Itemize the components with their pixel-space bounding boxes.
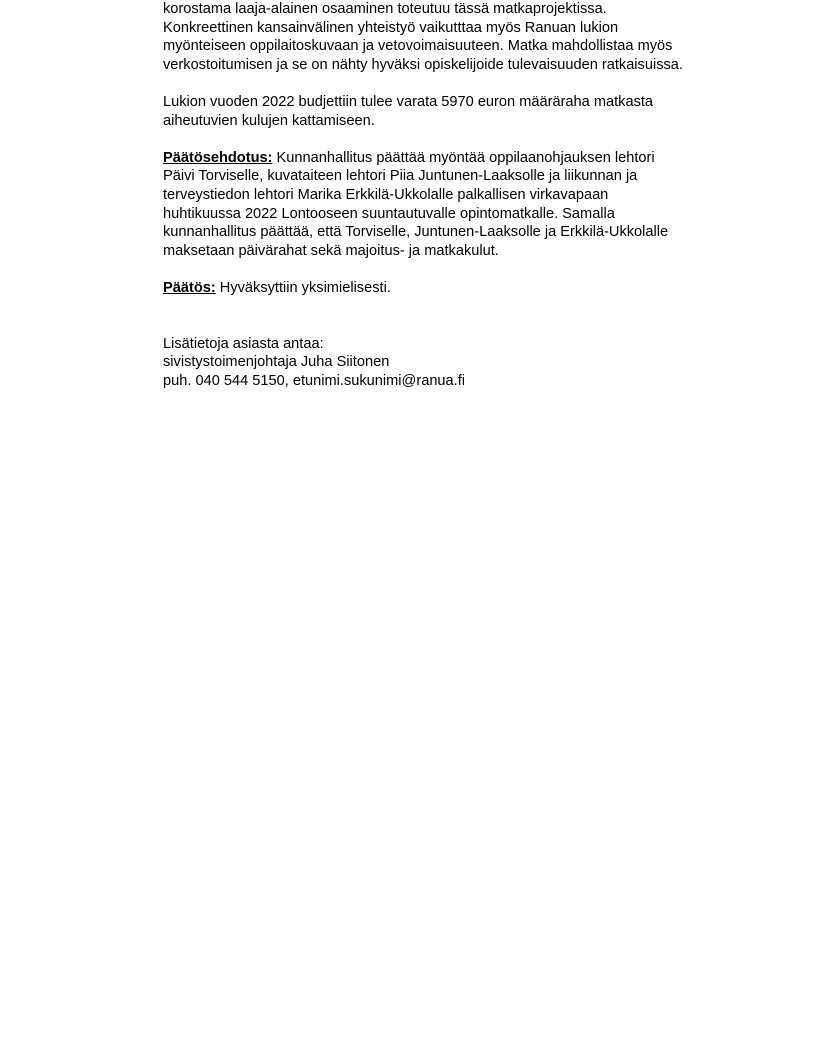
paragraph-line: terveystiedon lehtori Marika Erkkilä-Ukkolalle palkallisen virkavapaan (163, 186, 609, 203)
paragraph-line: verkostoitumisen ja se on nähty hyväksi opiskelijoide tulevaisuuden ratkaisuissa. (163, 56, 683, 73)
proposal-first-line (163, 149, 743, 168)
paragraph-line: myönteiseen oppilaitoskuvaan ja vetovoimaisuuteen. Matka mahdollistaa myös (163, 38, 673, 55)
justification-paragraph (163, 0, 743, 74)
contact-heading: Lisätietoja asiasta antaa: (163, 335, 324, 352)
paragraph-line: kunnanhallitus päättää, että Torviselle, Juntunen-Laaksolle ja Erkkilä-Ukkolalle (163, 224, 669, 241)
contact-person: sivistystoimenjohtaja Juha Siitonen (163, 354, 390, 371)
contact-details: puh. 040 544 5150, etunimi.sukunimi@ranua.fi (163, 372, 466, 389)
paragraph-line: Konkreettinen kansainvälinen yhteistyö vaikutttaa myös Ranuan lukion (163, 19, 619, 36)
proposal-first-line-text: Kunnanhallitus päättää myöntää oppilaanohjauksen lehtori (272, 149, 655, 166)
paragraph-line: maksetaan päivärahat sekä majoitus- ja matkakulut. (163, 242, 499, 259)
budget-paragraph (163, 93, 743, 130)
decision-line (163, 279, 743, 298)
proposal-paragraph (163, 149, 743, 261)
proposal-label: Päätösehdotus: (163, 149, 273, 166)
paragraph-line: huhtikuussa 2022 Lontooseen suuntautuvalle opintomatkalle. Samalla (163, 205, 615, 222)
decision-text: Hyväksyttiin yksimielisesti. (215, 279, 391, 296)
paragraph-line: Lukion vuoden 2022 budjettiin tulee varata 5970 euron määräraha matkasta (163, 93, 654, 110)
paragraph-line: aiheutuvien kulujen kattamiseen. (163, 112, 375, 129)
decision-label: Päätös: (163, 279, 216, 296)
contact-block (163, 335, 743, 391)
decision-paragraph (163, 279, 743, 298)
paragraph-line: Päivi Torviselle, kuvataiteen lehtori Piia Juntunen-Laaksolle ja liikunnan ja (163, 168, 638, 185)
document-body (163, 0, 743, 409)
paragraph-line: korostama laaja-alainen osaaminen toteutuu tässä matkaprojektissa. (163, 1, 607, 17)
